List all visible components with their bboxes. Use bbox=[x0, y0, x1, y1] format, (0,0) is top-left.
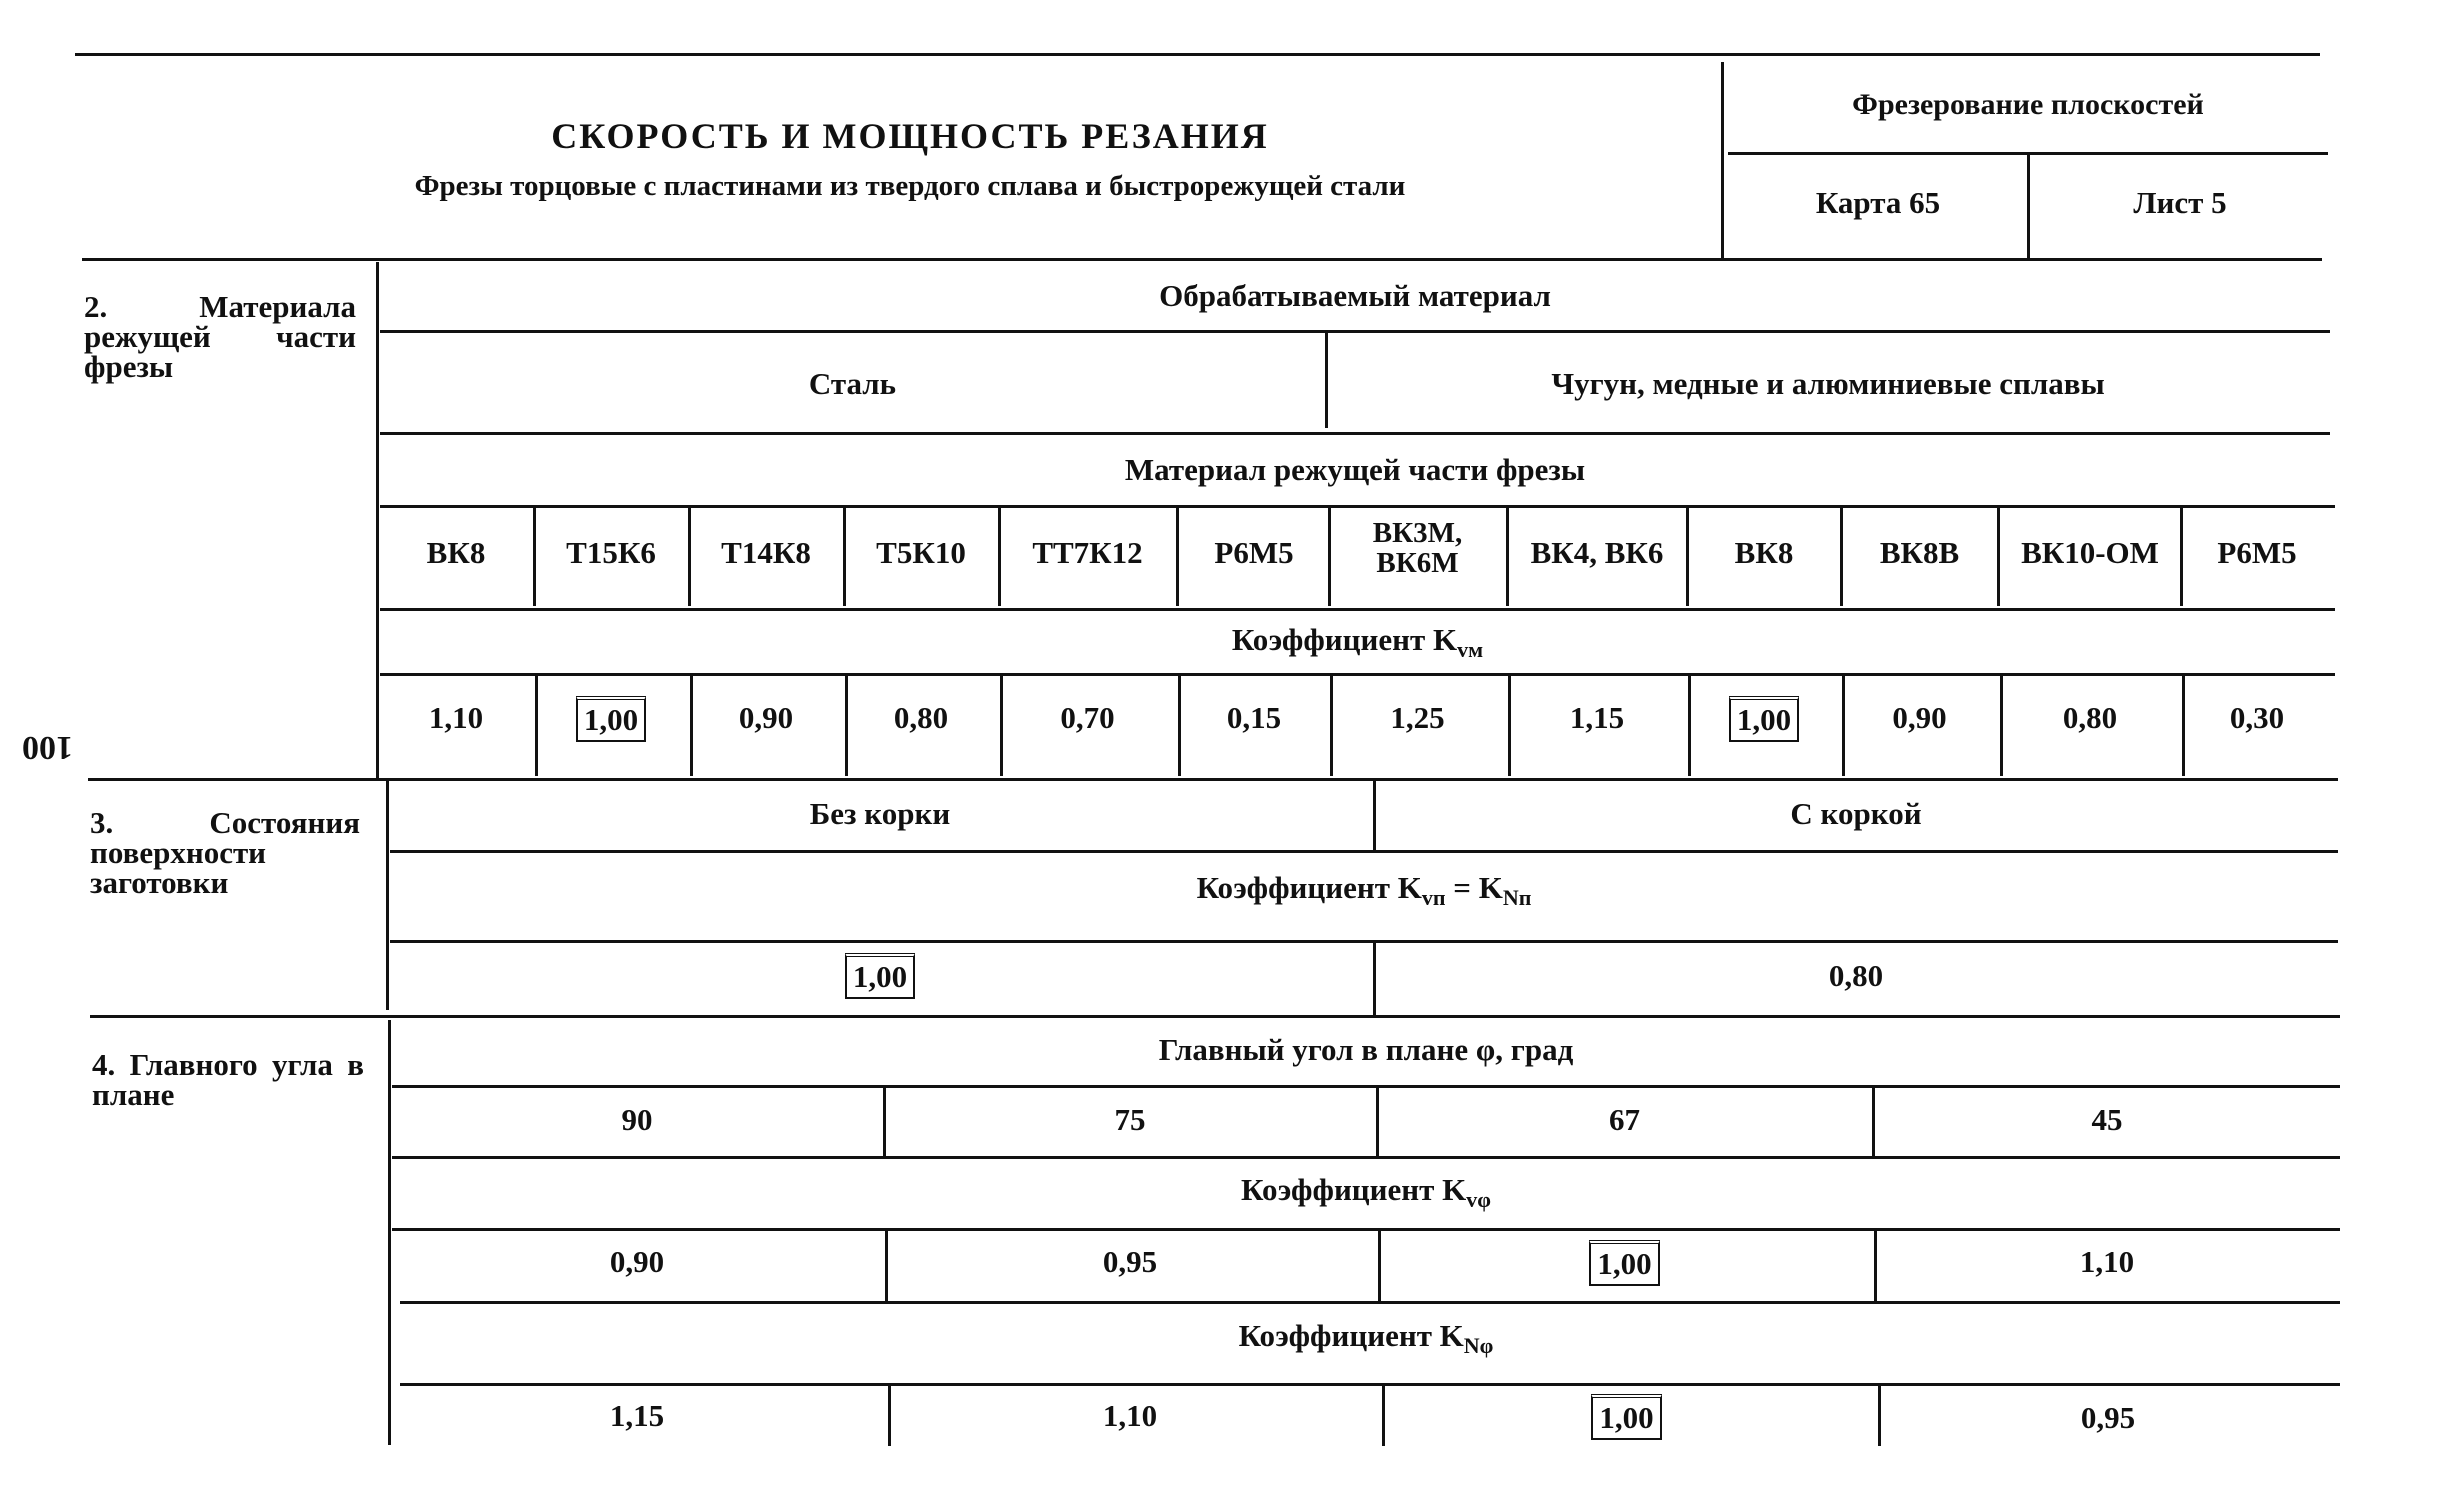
with-crust-heading: С коркой bbox=[1790, 796, 1922, 831]
rule bbox=[1508, 676, 1511, 776]
value-text: 0,80 bbox=[2062, 700, 2118, 735]
value-boxed: 1,00 bbox=[1591, 1394, 1661, 1440]
rule bbox=[380, 330, 2330, 333]
value-cell bbox=[392, 1398, 882, 1434]
value-text: 1,15 bbox=[609, 1398, 665, 1433]
coef-vphi-text: Коэффициент K bbox=[1241, 1172, 1467, 1207]
value-cell bbox=[1842, 700, 1997, 736]
grade-cell: Т14К8 bbox=[721, 535, 811, 570]
grade-cell: Т15К6 bbox=[566, 535, 656, 570]
value-cell bbox=[1688, 696, 1840, 742]
value-text: 0,90 bbox=[609, 1244, 665, 1279]
value-cell bbox=[1378, 1240, 1871, 1286]
section3-rule bbox=[88, 778, 2338, 781]
rule bbox=[1688, 676, 1691, 776]
value-cell bbox=[1178, 700, 1330, 736]
coef-vphi-heading bbox=[392, 1172, 2340, 1213]
value-cell bbox=[535, 696, 687, 742]
no-crust-heading: Без корки bbox=[809, 796, 951, 831]
card-number: Карта 65 bbox=[1815, 185, 1941, 220]
grade-cell: ТТ7К12 bbox=[1032, 535, 1143, 570]
value-cell bbox=[845, 700, 997, 736]
rule bbox=[843, 508, 846, 606]
tool-material-heading: Материал режущей части фрезы bbox=[1124, 452, 1586, 487]
value-text: 0,70 bbox=[1060, 700, 1115, 735]
grade-cell: ВК8 bbox=[426, 535, 486, 570]
grade-cell: ВК3М, ВК6М bbox=[1372, 517, 1463, 579]
rule bbox=[1872, 1088, 1875, 1156]
value-text: 0,90 bbox=[1892, 700, 1947, 735]
rule bbox=[1376, 1088, 1379, 1156]
value-boxed: 1,00 bbox=[1589, 1240, 1659, 1286]
rule bbox=[380, 505, 2335, 508]
rule bbox=[392, 1156, 2340, 1159]
rule bbox=[998, 508, 1001, 606]
rule bbox=[1506, 508, 1509, 606]
value-cell bbox=[1330, 700, 1505, 736]
value-text: 1,15 bbox=[1569, 700, 1625, 735]
rule bbox=[1382, 1386, 1385, 1446]
coef-vp-text: Коэффициент K bbox=[1196, 870, 1422, 905]
value-cell bbox=[2000, 700, 2180, 736]
coef-np-subscript: Nп bbox=[1502, 885, 1532, 911]
value-boxed: 1,00 bbox=[845, 953, 915, 999]
rule bbox=[390, 940, 2338, 943]
header-bottom-rule bbox=[82, 258, 2322, 261]
angle-cell: 45 bbox=[2091, 1102, 2123, 1137]
value-text: 0,95 bbox=[2080, 1400, 2136, 1435]
rule bbox=[2182, 676, 2185, 776]
header-divider bbox=[1721, 62, 1724, 258]
rule bbox=[1842, 676, 1845, 776]
rule bbox=[535, 676, 538, 776]
machined-material-heading: Обрабатываемый материал bbox=[1159, 278, 1551, 313]
rule bbox=[533, 508, 536, 606]
angle-cell: 90 bbox=[621, 1102, 653, 1137]
grade-cell: Т5К10 bbox=[876, 535, 966, 570]
section4-rule bbox=[90, 1015, 2340, 1018]
value-cell bbox=[1874, 1244, 2340, 1280]
sheet-number: Лист 5 bbox=[2133, 185, 2227, 220]
rule bbox=[690, 676, 693, 776]
value-cell bbox=[690, 700, 842, 736]
page-title: СКОРОСТЬ И МОЩНОСТЬ РЕЗАНИЯ bbox=[551, 116, 1269, 156]
rule bbox=[1997, 508, 2000, 606]
rule bbox=[1378, 1231, 1381, 1301]
section4-label: 4. Главного угла в плане bbox=[92, 1047, 364, 1112]
value-text: 0,90 bbox=[738, 700, 794, 735]
value-cell bbox=[380, 700, 532, 736]
rule bbox=[400, 1383, 2340, 1386]
label-column-divider bbox=[376, 262, 379, 780]
coef-vm-text: Коэффициент K bbox=[1231, 622, 1458, 657]
rule bbox=[1000, 676, 1003, 776]
grade-cell: ВК4, ВК6 bbox=[1530, 535, 1664, 570]
coef-vp-subscript: vп bbox=[1421, 885, 1446, 911]
angle-heading: Главный угол в плане φ, град bbox=[1158, 1032, 1574, 1067]
section3-label: 3. Состояния поверхности заготовки bbox=[90, 805, 360, 900]
value-cell bbox=[2182, 700, 2332, 736]
rule bbox=[1840, 508, 1843, 606]
label-column-divider-3 bbox=[388, 1020, 391, 1445]
steel-heading: Сталь bbox=[808, 366, 897, 401]
value-text: 0,30 bbox=[2229, 700, 2285, 735]
value-cell bbox=[885, 1398, 1375, 1434]
rule bbox=[380, 608, 2335, 611]
rule bbox=[1178, 676, 1181, 776]
grade-cell: Р6М5 bbox=[2217, 535, 2297, 570]
rule bbox=[392, 1085, 2340, 1088]
rule bbox=[845, 676, 848, 776]
value-cell bbox=[1380, 1394, 1873, 1440]
value-cell bbox=[1876, 1400, 2340, 1436]
rule bbox=[1176, 508, 1179, 606]
rule bbox=[885, 1231, 888, 1301]
page-subtitle: Фрезы торцовые с пластинами из твердого сплава и быстрорежущей стали bbox=[414, 170, 1406, 202]
coef-vm-heading bbox=[380, 622, 2335, 663]
coef-vp-heading bbox=[390, 870, 2338, 911]
coef-nphi-heading bbox=[392, 1318, 2340, 1359]
label-column-divider-2 bbox=[386, 780, 389, 1010]
rule bbox=[1328, 508, 1331, 606]
value-boxed: 1,00 bbox=[1729, 696, 1799, 742]
rule bbox=[380, 673, 2335, 676]
grade-cell: ВК8 bbox=[1734, 535, 1794, 570]
rule bbox=[392, 1228, 2340, 1231]
rule bbox=[888, 1386, 891, 1446]
rule bbox=[400, 1301, 2340, 1304]
coef-vp-equals: = K bbox=[1445, 870, 1503, 905]
grade-cell: ВК10-ОМ bbox=[2021, 535, 2159, 570]
header-top-rule bbox=[75, 53, 2320, 56]
value-boxed: 1,00 bbox=[576, 696, 646, 742]
with-crust-value bbox=[1376, 958, 2336, 994]
grade-cell: ВК8В bbox=[1879, 535, 1960, 570]
value-text: 0,80 bbox=[1828, 958, 1884, 993]
value-text: 1,25 bbox=[1390, 700, 1445, 735]
no-crust-value bbox=[390, 953, 1370, 999]
angle-cell: 67 bbox=[1609, 1102, 1640, 1137]
value-cell bbox=[1000, 700, 1175, 736]
rule bbox=[380, 432, 2330, 435]
value-cell bbox=[392, 1244, 882, 1280]
value-text: 0,95 bbox=[1102, 1244, 1158, 1279]
coef-nphi-subscript: Nφ bbox=[1463, 1333, 1494, 1359]
value-text: 1,10 bbox=[2079, 1244, 2135, 1279]
section2-label: 2. Материала режущей части фрезы bbox=[84, 289, 356, 384]
value-cell bbox=[1508, 700, 1686, 736]
cast-iron-heading: Чугун, медные и алюминиевые сплавы bbox=[1551, 366, 2105, 401]
rule bbox=[390, 850, 2338, 853]
grade-cell: Р6М5 bbox=[1214, 535, 1294, 570]
operation-title: Фрезерование плоскостей bbox=[1852, 88, 2204, 121]
value-text: 0,80 bbox=[893, 700, 949, 735]
coef-vphi-subscript: vφ bbox=[1466, 1187, 1491, 1213]
angle-cell: 75 bbox=[1114, 1102, 1146, 1137]
value-text: 1,10 bbox=[428, 700, 484, 735]
value-text: 1,10 bbox=[1102, 1398, 1158, 1433]
rule bbox=[1330, 676, 1333, 776]
page-number: 100 bbox=[22, 729, 73, 766]
rule bbox=[1874, 1231, 1877, 1301]
rule bbox=[2000, 676, 2003, 776]
rule bbox=[1878, 1386, 1881, 1446]
rule bbox=[688, 508, 691, 606]
coef-nphi-text: Коэффициент K bbox=[1238, 1318, 1464, 1353]
rule bbox=[883, 1088, 886, 1156]
value-cell bbox=[885, 1244, 1375, 1280]
coef-vm-subscript: vм bbox=[1457, 637, 1484, 663]
rule bbox=[2180, 508, 2183, 606]
rule bbox=[1686, 508, 1689, 606]
value-text: 0,15 bbox=[1226, 700, 1282, 735]
